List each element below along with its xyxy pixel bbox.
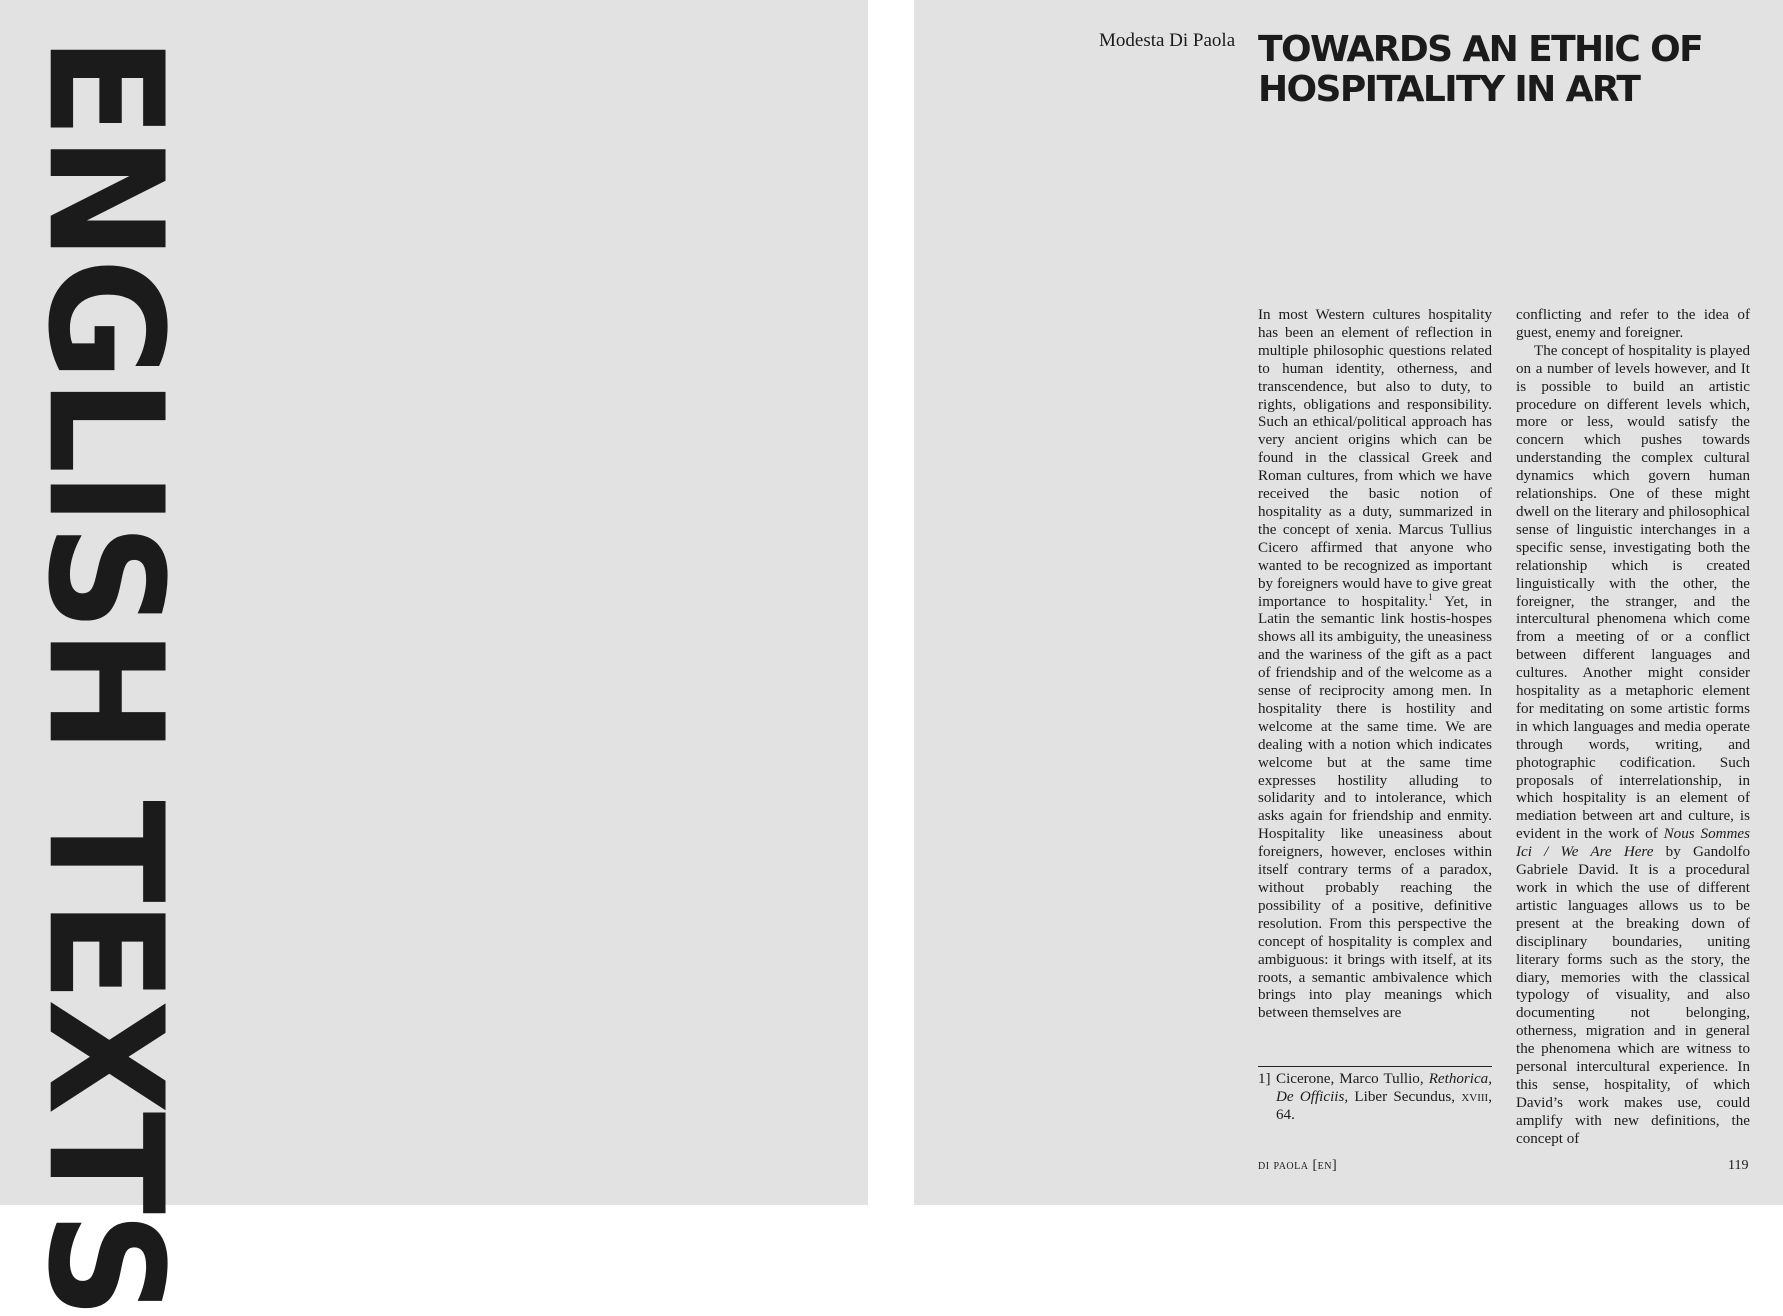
title-line-1: TOWARDS AN ETHIC OF xyxy=(1258,29,1703,70)
footnote-page: , 64. xyxy=(1276,1088,1493,1123)
title-line-2: HOSPITALITY IN ART xyxy=(1258,69,1640,110)
footnote-roman: xviii xyxy=(1461,1088,1489,1105)
article-title xyxy=(1258,30,1702,110)
footnote-work: Rethorica, De Officiis, xyxy=(1276,1071,1492,1105)
body-column-2 xyxy=(1516,307,1750,1149)
paragraph xyxy=(1516,343,1750,1149)
paragraph xyxy=(1258,307,1492,1023)
paragraph-continued: conflicting and refer to the idea of guest, enemy and foreigner. xyxy=(1516,307,1750,341)
footnote-source: Liber Secundus, xyxy=(1348,1088,1462,1105)
footnote-reference: 1 xyxy=(1428,591,1433,602)
left-page xyxy=(0,0,868,1316)
paragraph-text: by Gandolfo Gabriele David. It is a procedural work in which the use of different artistic languages allows us to be present at the breaking down of disciplinary boundaries, uniting literary forms such as the story, the diary, memories with the classical typology of visuality, and also documenting not belonging, otherness, migration and in general the phenomena which are witness to personal intercultural experience. In this sense, hospitality, of which David’s work makes use, could amplify with new definitions, the concept of xyxy=(1516,844,1750,1147)
author-name: Modesta Di Paola xyxy=(1099,30,1236,51)
paragraph-text: The concept of hospitality is played on a number of levels however, and It is possible to build an artistic procedure on different levels which, more or less, would satisfy the concern which pushes towards understanding the complex cultural dynamics which govern human relationships. One of these might dwell on the literary and philosophical sense of linguistic interchanges in a specific sense, investigating both the relationship which is created linguistically with the other, the foreigner, the stranger, and the intercultural phenomena which come from a meeting of or a conflict between different languages and cultures. Another might consider hospitality as a metaphoric element for meditating on some artistic forms in which languages and media operate through words, writing, and photographic codification. Such proposals of interrelationship, in which hospitality is an element of mediation between art and culture, is evident in the work of xyxy=(1516,342,1750,843)
work-title: Nous Sommes Ici / We Are Here xyxy=(1516,826,1750,861)
right-page xyxy=(914,0,1783,1205)
body-column-1 xyxy=(1258,307,1492,1023)
paragraph-text: Yet, in Latin the semantic link hostis-hospes shows all its ambiguity, the uneasiness and the wariness of the gift as a pact of friendship and of the welcome as a sense of reciprocity among men. In hospitality there is hostility and welcome at the same time. We are dealing with a notion which indicates welcome but at the same time expresses hostility alluding to solidarity and to intolerance, which asks again for friendship and enmity. Hospitality like uneasiness about foreigners, however, encloses within itself contrary terms of a paradox, without probably reaching the possibility of a positive, definitive resolution. From this perspective the concept of hospitality is complex and ambiguous: it brings with itself, at its roots, a semantic ambivalence which brings into play meanings which between themselves are xyxy=(1258,593,1492,1022)
running-head: di paola [en] xyxy=(1258,1158,1338,1173)
page-number: 119 xyxy=(1728,1158,1749,1173)
section-title-vertical: ENGLISH TEXTS xyxy=(12,36,196,1316)
paragraph-text: In most Western cultures hospitality has been an element of reflection in multiple philosophic questions related to human identity, otherness, and transcendence, but also to duty, to rights, obligations and responsibility. Such an ethical/political approach has very ancient origins which can be found in the classical Greek and Roman cultures, from which we have received the basic notion of hospitality as a duty, summarized in the concept of xenia. Marcus Tullius Cicero affirmed that anyone who wanted to be recognized as important by foreigners would have to give great importance to hospitality. xyxy=(1258,307,1492,610)
footnote-divider xyxy=(1258,1066,1492,1067)
footnote-author: Cicerone, Marco Tullio, xyxy=(1276,1071,1429,1087)
footnote xyxy=(1258,1071,1492,1125)
footnote-text xyxy=(1276,1071,1492,1125)
footnote-marker: 1] xyxy=(1258,1071,1271,1087)
